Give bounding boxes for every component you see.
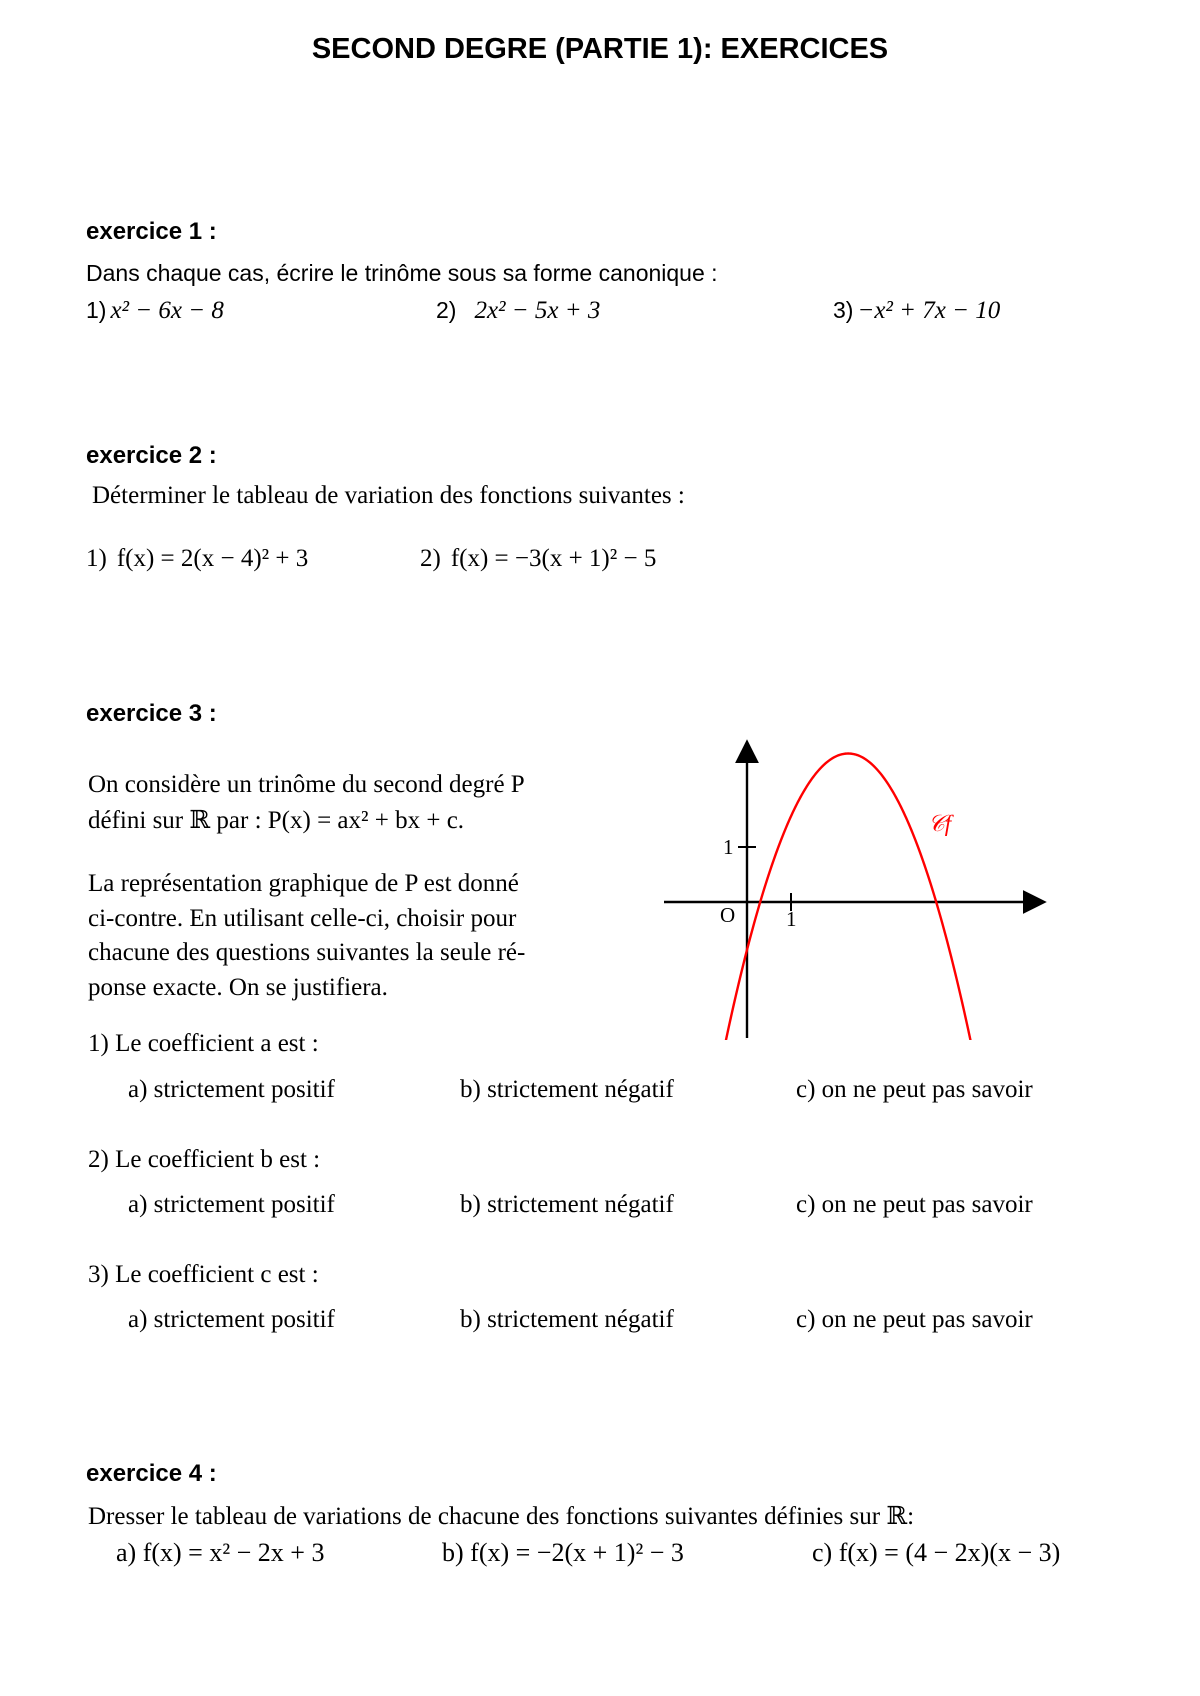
exercise-1-item-1: 1) x² − 6x − 8 [86, 297, 224, 324]
parabola-curve [719, 754, 977, 1041]
question-1-option-a[interactable]: a) strictement positif [128, 1076, 335, 1103]
question-2-option-b[interactable]: b) strictement négatif [460, 1191, 674, 1218]
exercise-4-heading: exercice 4 : [86, 1460, 217, 1487]
exercise-2-heading: exercice 2 : [86, 442, 217, 469]
exercise-3-para1-line2: défini sur ℝ par : P(x) = ax² + bx + c. [88, 807, 465, 834]
exercise-2-item-2: 2) f(x) = −3(x + 1)² − 5 [420, 545, 657, 572]
exercise-3-para2-line4: ponse exacte. On se justifiera. [88, 974, 388, 1001]
exercise-2-instruction: Déterminer le tableau de variation des fonctions suivantes : [92, 482, 685, 509]
question-1-option-c[interactable]: c) on ne peut pas savoir [796, 1076, 1033, 1103]
exercise-3-para2-line3: chacune des questions suivantes la seule ré- [88, 939, 526, 966]
exercise-1-item-2: 2) 2x² − 5x + 3 [436, 297, 601, 324]
exercise-1-item-3: 3) −x² + 7x − 10 [833, 297, 1001, 324]
exercise-4-item-c: c) f(x) = (4 − 2x)(x − 3) [812, 1538, 1061, 1567]
x-tick-label: 1 [786, 907, 797, 931]
exercise-2-item-1: 1) f(x) = 2(x − 4)² + 3 [86, 545, 309, 572]
curve-label: 𝒞f [928, 811, 952, 836]
question-3-option-c[interactable]: c) on ne peut pas savoir [796, 1306, 1033, 1333]
exercise-3-para2-line2: ci-contre. En utilisant celle-ci, choisir pour [88, 905, 517, 932]
exercise-4-instruction: Dresser le tableau de variations de chacune des fonctions suivantes définies sur ℝ: [88, 1503, 915, 1530]
exercise-3-para1-line1: On considère un trinôme du second degré P [88, 771, 525, 798]
question-1-prompt: 1) Le coefficient a est : [88, 1030, 319, 1057]
exercise-4-item-b: b) f(x) = −2(x + 1)² − 3 [442, 1538, 684, 1567]
exercise-3-heading: exercice 3 : [86, 700, 217, 727]
question-1-option-b[interactable]: b) strictement négatif [460, 1076, 674, 1103]
exercise-3-para2-line1: La représentation graphique de P est donné [88, 870, 519, 897]
question-2-option-a[interactable]: a) strictement positif [128, 1191, 335, 1218]
question-2-option-c[interactable]: c) on ne peut pas savoir [796, 1191, 1033, 1218]
origin-label: O [720, 903, 736, 927]
parabola-graph [650, 730, 1060, 1040]
exercise-1-heading: exercice 1 : [86, 218, 217, 245]
y-tick-label: 1 [723, 835, 734, 859]
question-3-prompt: 3) Le coefficient c est : [88, 1261, 319, 1288]
question-3-option-a[interactable]: a) strictement positif [128, 1306, 335, 1333]
exercise-1-instruction: Dans chaque cas, écrire le trinôme sous sa forme canonique : [86, 260, 718, 286]
question-2-prompt: 2) Le coefficient b est : [88, 1146, 321, 1173]
question-3-option-b[interactable]: b) strictement négatif [460, 1306, 674, 1333]
page-title: SECOND DEGRE (PARTIE 1): EXERCICES [311, 33, 889, 65]
exercise-4-item-a: a) f(x) = x² − 2x + 3 [116, 1538, 325, 1567]
